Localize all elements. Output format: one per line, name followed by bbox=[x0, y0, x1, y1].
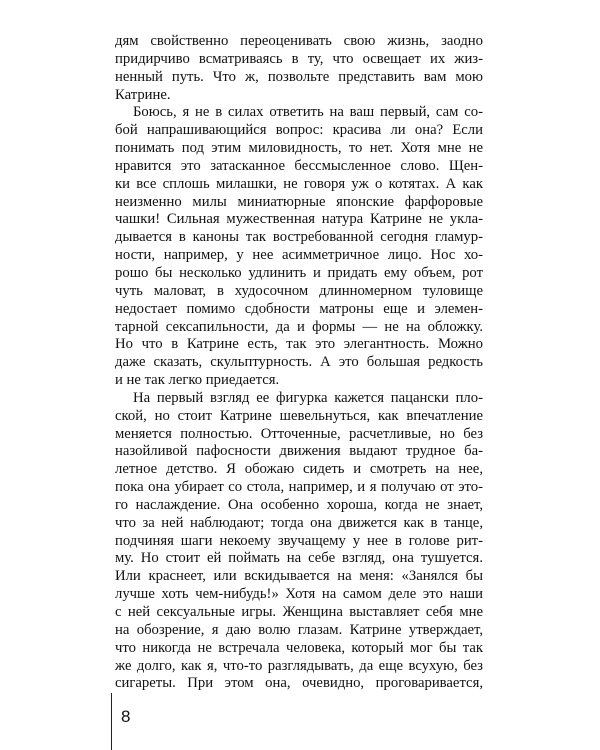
text-line: даже сказать, скульптурность. А это большая редкость bbox=[115, 354, 483, 371]
text-line: придирчиво всматриваясь в ту, что освещает их жиз- bbox=[115, 50, 483, 67]
paragraph-3 bbox=[115, 390, 483, 693]
text-line: меняется полностью. Отточенные, расчетливые, но без bbox=[115, 425, 483, 442]
body-text bbox=[115, 33, 483, 693]
text-line: что за ней наблюдают; тогда она движется как в танце, bbox=[115, 514, 483, 531]
text-line: На первый взгляд ее фигурка кажется пацански пло- bbox=[133, 389, 483, 406]
text-line: Или краснеет, или вскидывается на меня: «Занялся бы bbox=[115, 568, 483, 585]
text-line: недостает помимо сдобности матроны еще и элемен- bbox=[115, 300, 483, 317]
text-line: го наслаждение. Она особенно хороша, когда не знает, bbox=[115, 496, 483, 513]
text-line: с ней сексуальные игры. Женщина выставляет себя мне bbox=[115, 604, 483, 620]
text-line: пока она убирает со стола, например, и я получаю от это- bbox=[115, 479, 483, 496]
text-line: неизменно милы миниатюрные японские фарфоровые bbox=[115, 193, 483, 210]
page-number-rule bbox=[111, 693, 112, 750]
text-line: нравится это затасканное бессмысленное слово. Щен- bbox=[115, 157, 483, 174]
text-line: бой напрашивающийся вопрос: красива ли она? Если bbox=[115, 122, 483, 139]
text-line: чуть маловат, в худосочном длинномерном туловище bbox=[115, 282, 483, 299]
text-line: лучше хоть чем-нибудь!» Хотя на самом деле это наши bbox=[115, 586, 483, 603]
text-line: ки все сплошь милашки, не говоря уж о котятах. А как bbox=[115, 175, 483, 192]
text-line: летное детство. Я обожаю сидеть и смотреть на нее, bbox=[115, 461, 483, 478]
text-line: Но что в Катрине есть, так это элегантность. Можно bbox=[115, 336, 483, 353]
text-line: ской, но стоит Катрине шевельнуться, как впечатление bbox=[115, 407, 483, 424]
text-line: на обозрение, я даю волю глазам. Катрине утверждает, bbox=[115, 621, 483, 638]
text-line: что никогда не встречала человека, который мог бы так bbox=[115, 639, 483, 656]
text-line: тарной сексапильности, да и формы — не на обложку. bbox=[115, 318, 483, 335]
text-line: понимать под этим миловидность, то нет. Хотя мне не bbox=[115, 140, 483, 157]
text-line: Катрине. bbox=[115, 86, 171, 103]
text-line: ненный путь. Что ж, позвольте представить вам мою bbox=[115, 68, 483, 85]
text-line: рошо бы несколько удлинить и придать ему объем, рот bbox=[115, 264, 483, 281]
text-line: подчиняя шаги некоему звучащему у нее в голове рит- bbox=[115, 532, 483, 549]
text-line: Боюсь, я не в силах ответить на ваш первый, сам со- bbox=[133, 104, 483, 121]
paragraph-1 bbox=[115, 33, 483, 104]
text-line: дывается в каноны так востребованной сегодня гламур- bbox=[115, 229, 483, 246]
text-line: назойливой пафосности движения выдают трудное ба- bbox=[115, 443, 483, 460]
page-number: 8 bbox=[121, 707, 131, 726]
text-line: чашки! Сильная мужественная натура Катрине не укла- bbox=[115, 211, 483, 228]
text-line: му. Но стоит ей поймать на себе взгляд, она тушуется. bbox=[115, 550, 483, 567]
text-line: сигареты. При этом она, очевидно, проговаривается, bbox=[115, 675, 483, 692]
text-line: и не так легко приедается. bbox=[115, 372, 280, 389]
text-line: дям свойственно переоценивать свою жизнь, заодно bbox=[115, 33, 483, 49]
text-line: же долго, как я, что-то разглядывать, да еще всухую, без bbox=[115, 657, 483, 674]
paragraph-2 bbox=[115, 104, 483, 390]
text-line: ности, например, у нее асимметричное лицо. Нос хо- bbox=[115, 247, 483, 264]
